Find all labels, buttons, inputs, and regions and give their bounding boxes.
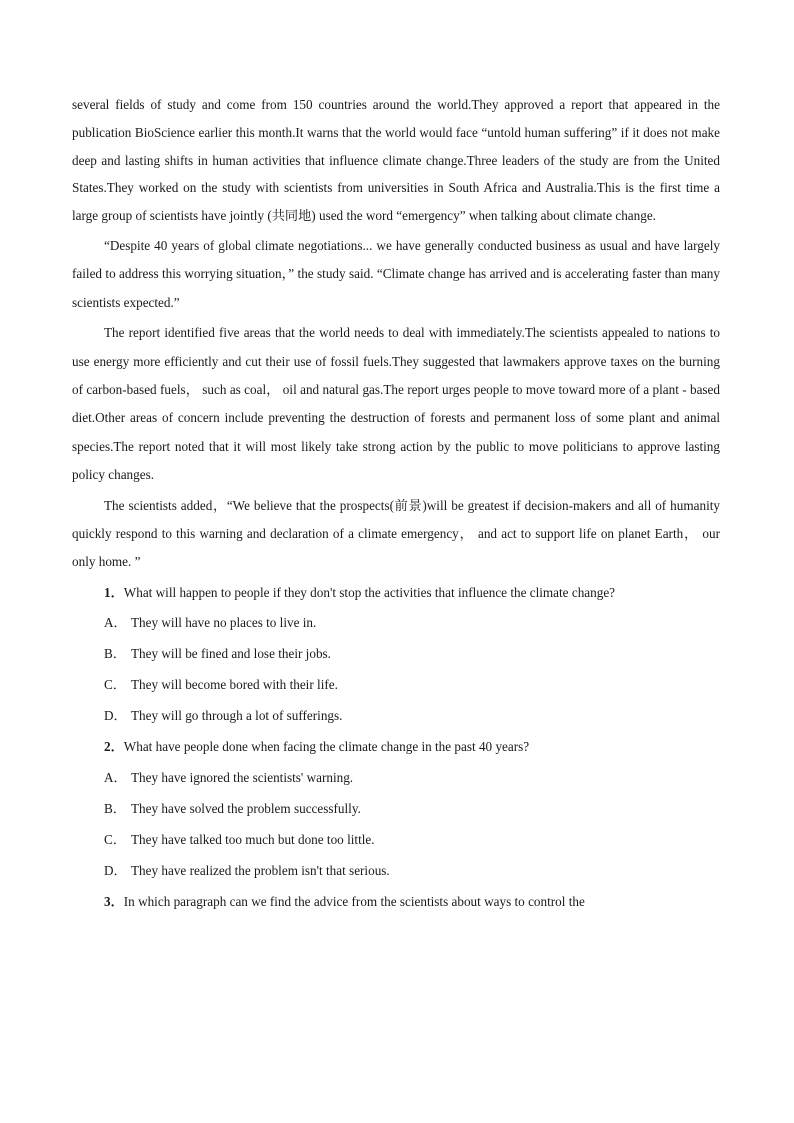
option-a (72, 762, 720, 793)
option-b (72, 638, 720, 669)
option-text: They will go through a lot of sufferings. (131, 708, 343, 724)
question-1 (72, 579, 720, 732)
option-text: They will be fined and lose their jobs. (131, 646, 331, 662)
option-letter: B． (104, 646, 126, 662)
passage-paragraph-2: “Despite 40 years of global climate negotiations... we have generally conducted business as usual and have largely failed to address this worrying situation，” the study said. “Climate change has arrived and is accelerating faster than many scientists expected.” (72, 237, 720, 310)
reading-passage (72, 91, 720, 917)
question-number: 2． (104, 739, 124, 755)
option-letter: D． (104, 863, 127, 879)
question-number: 3． (104, 894, 124, 910)
option-c (72, 824, 720, 855)
option-letter: A． (104, 770, 127, 786)
option-letter: B． (104, 801, 126, 817)
option-letter: D． (104, 708, 127, 724)
option-text: They will have no places to live in. (131, 615, 317, 631)
option-b (72, 793, 720, 824)
option-letter: C． (104, 677, 126, 693)
option-c (72, 669, 720, 700)
option-text: They have solved the problem successfully. (131, 801, 361, 817)
option-text: They have ignored the scientists' warning. (131, 770, 354, 786)
passage-paragraph-1: several fields of study and come from 150 countries around the world.They approved a report that appeared in the publication BioScience earlier this month.It warns that the world would face “untold human suffering” if it does not make deep and lasting shifts in human activities that influence climate change.Three leaders of the study are from the United States.They worked on the study with scientists from universities in South Africa and Australia.This is the first time a large group of scientists have jointly (共同地) used the word “emergency” when talking about climate change. (72, 97, 720, 224)
question-text: What have people done when facing the climate change in the past 40 years? (123, 739, 530, 755)
passage-paragraph-4: The scientists added，“We believe that the prospects(前景)will be greatest if decision-makers and all of humanity quickly respond to this warning and declaration of a climate emergency， and act to support life on planet Earth， our only home. ” (72, 497, 720, 570)
question-3 (72, 888, 720, 917)
question-number: 1． (104, 584, 124, 600)
option-text: They will become bored with their life. (131, 677, 338, 693)
option-text: They have realized the problem isn't that serious. (131, 863, 390, 879)
option-d (72, 855, 720, 886)
passage-paragraph-3: The report identified five areas that the world needs to deal with immediately.The scientists appealed to nations to use energy more efficiently and cut their use of fossil fuels.They suggested that lawmakers approve taxes on the burning of carbon-based fuels， such as coal， oil and natural gas.The report urges people to move toward more of a plant - based diet.Other areas of concern include preventing the destruction of forests and permanent loss of some plant and animal species.The report noted that it will most likely take strong action by the public to move politicians to approve lasting policy changes. (72, 325, 720, 483)
question-text: What will happen to people if they don't stop the activities that influence the climate change? (123, 584, 616, 600)
option-letter: A． (104, 615, 127, 631)
question-text: In which paragraph can we find the advice from the scientists about ways to control the (123, 894, 585, 910)
question-2 (72, 733, 720, 886)
option-letter: C． (104, 832, 126, 848)
option-text: They have talked too much but done too little. (131, 832, 375, 848)
option-d (72, 700, 720, 731)
option-a (72, 607, 720, 638)
